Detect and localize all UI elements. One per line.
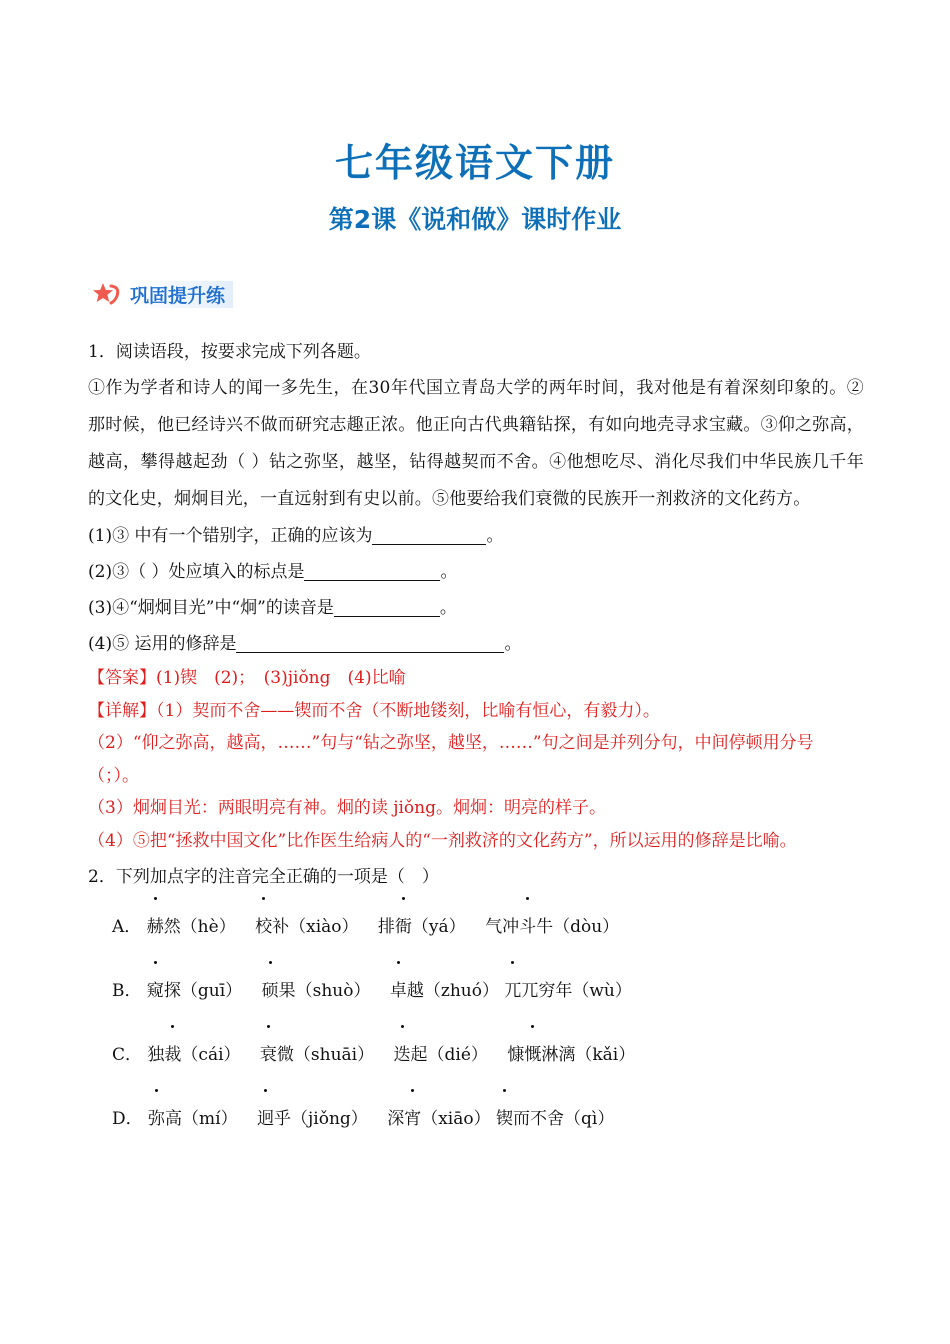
option-item: 排衙（yá） [378,917,466,937]
q1-sub3 [88,590,864,626]
dotted-char: 裁 [164,1023,181,1087]
option-c[interactable] [88,1023,864,1087]
answer-blank[interactable] [334,596,440,617]
q1-detail-3: （3）炯炯目光：两眼明亮有神。炯的读 jiǒng。炯炯：明亮的样子。 [88,798,606,818]
q1-sub4-end: 。 [504,634,522,654]
q1-sub2-text: (2)③（ ）处应填入的标点是 [88,562,305,582]
document-body [88,334,864,1151]
dotted-char: 窥 [147,959,164,1023]
dotted-char: 硕 [262,959,279,1023]
option-label: A． [112,917,142,937]
q1-sub3-end: 。 [439,598,457,618]
q1-sub1-text: (1)③ 中有一个错别字，正确的应该为 [88,526,373,546]
q1-sub3-text: (3)④“炯炯目光”中“炯”的读音是 [88,598,334,618]
answer-blank[interactable] [236,632,504,653]
option-item: 锲而不舍（qì） [496,1109,614,1129]
option-item: 校补（xiào） [255,917,358,937]
option-item: 气冲斗牛（dòu） [485,917,619,937]
option-item: 慷慨淋漓（kǎi） [507,1045,635,1065]
option-item: 迭起（dié） [394,1045,488,1065]
q1-sub1-end: 。 [486,526,504,546]
option-label: D． [112,1109,143,1129]
option-label: B． [112,981,142,1001]
q1-passage: ①作为学者和诗人的闻一多先生，在30年代国立青岛大学的两年时间，我对他是有着深刻印象的。②那时候，他已经诗兴不做而研究志趣正浓。他正向古代典籍钻探，有如向地壳寻求宝藏。③仰之弥高，越高，攀得越起劲（ ）钻之弥坚，越坚，钻得越契而不舍。④他想吃尽、消化尽我们中华民族几千年的文化史，炯炯目光，一直远射到有史以前。⑤他要给我们衰微的民族开一剂救济的文化药方。 [88,378,864,509]
q1-stem: 1．阅读语段，按要求完成下列各题。 [88,342,371,362]
dotted-char: 慨 [524,1023,541,1087]
dotted-char: 迭 [394,1023,411,1087]
dotted-char: 迥 [257,1087,274,1151]
option-b[interactable] [88,959,864,1023]
dotted-char: 衙 [395,895,412,959]
dotted-char: 赫 [147,895,164,959]
q1-sub1 [88,518,864,554]
option-item: 窥探（guī） [147,981,242,1001]
option-label: C． [112,1045,143,1065]
option-item: 卓越（zhuó） [390,981,499,1001]
q1-answer: 【答案】(1)锲 (2)； (3)jiǒng (4)比喻 [88,668,406,688]
option-item: 衰微（shuāi） [260,1045,374,1065]
page-subtitle: 第2课《说和做》课时作业 [328,205,622,234]
option-a[interactable] [88,895,864,959]
dotted-char: 弥 [148,1087,165,1151]
dotted-char: 校 [255,895,272,959]
dotted-char: 宵 [404,1087,421,1151]
q1-detail-4: （4）⑤把“拯救中国文化”比作医生给病人的“一剂救济的文化药方”，所以运用的修辞是比喻。 [88,830,797,851]
q1-sub2 [88,554,864,590]
section-label: 巩固提升练 [128,281,233,308]
answer-blank[interactable] [372,524,486,545]
page-title: 七年级语文下册 [334,141,615,185]
dotted-char: 锲 [496,1087,513,1151]
answer-blank[interactable] [304,560,440,581]
option-item: 独裁（cái） [147,1045,240,1065]
dotted-char: 斗 [519,895,536,959]
dotted-char: 卓 [390,959,407,1023]
option-item: 兀兀穷年（wù） [504,981,632,1001]
q1-sub4 [88,626,864,662]
section-header [92,280,233,308]
option-item: 弥高（mí） [148,1109,238,1129]
q1-detail-1: 【详解】（1）契而不舍——锲而不舍（不断地镂刻，比喻有恒心，有毅力）。 [88,700,660,721]
dotted-char: 衰 [260,1023,277,1087]
option-item: 硕果（shuò） [262,981,371,1001]
dotted-char: 兀 [504,959,521,1023]
q1-detail-2: （2）“仰之弥高，越高，……”句与“钻之弥坚，越坚，……”句之间是并列分句，中间停顿用分号（；）。 [88,733,814,786]
q1-sub4-text: (4)⑤ 运用的修辞是 [88,634,237,654]
star-icon [92,282,122,306]
option-item: 深宵（xiāo） [387,1109,490,1129]
option-d[interactable] [88,1087,864,1151]
q1-sub2-end: 。 [440,562,458,582]
option-item: 赫然（hè） [147,917,236,937]
q2-stem: 2．下列加点字的注音完全正确的一项是（ ） [88,867,439,887]
option-item: 迥乎（jiǒng） [257,1109,368,1129]
